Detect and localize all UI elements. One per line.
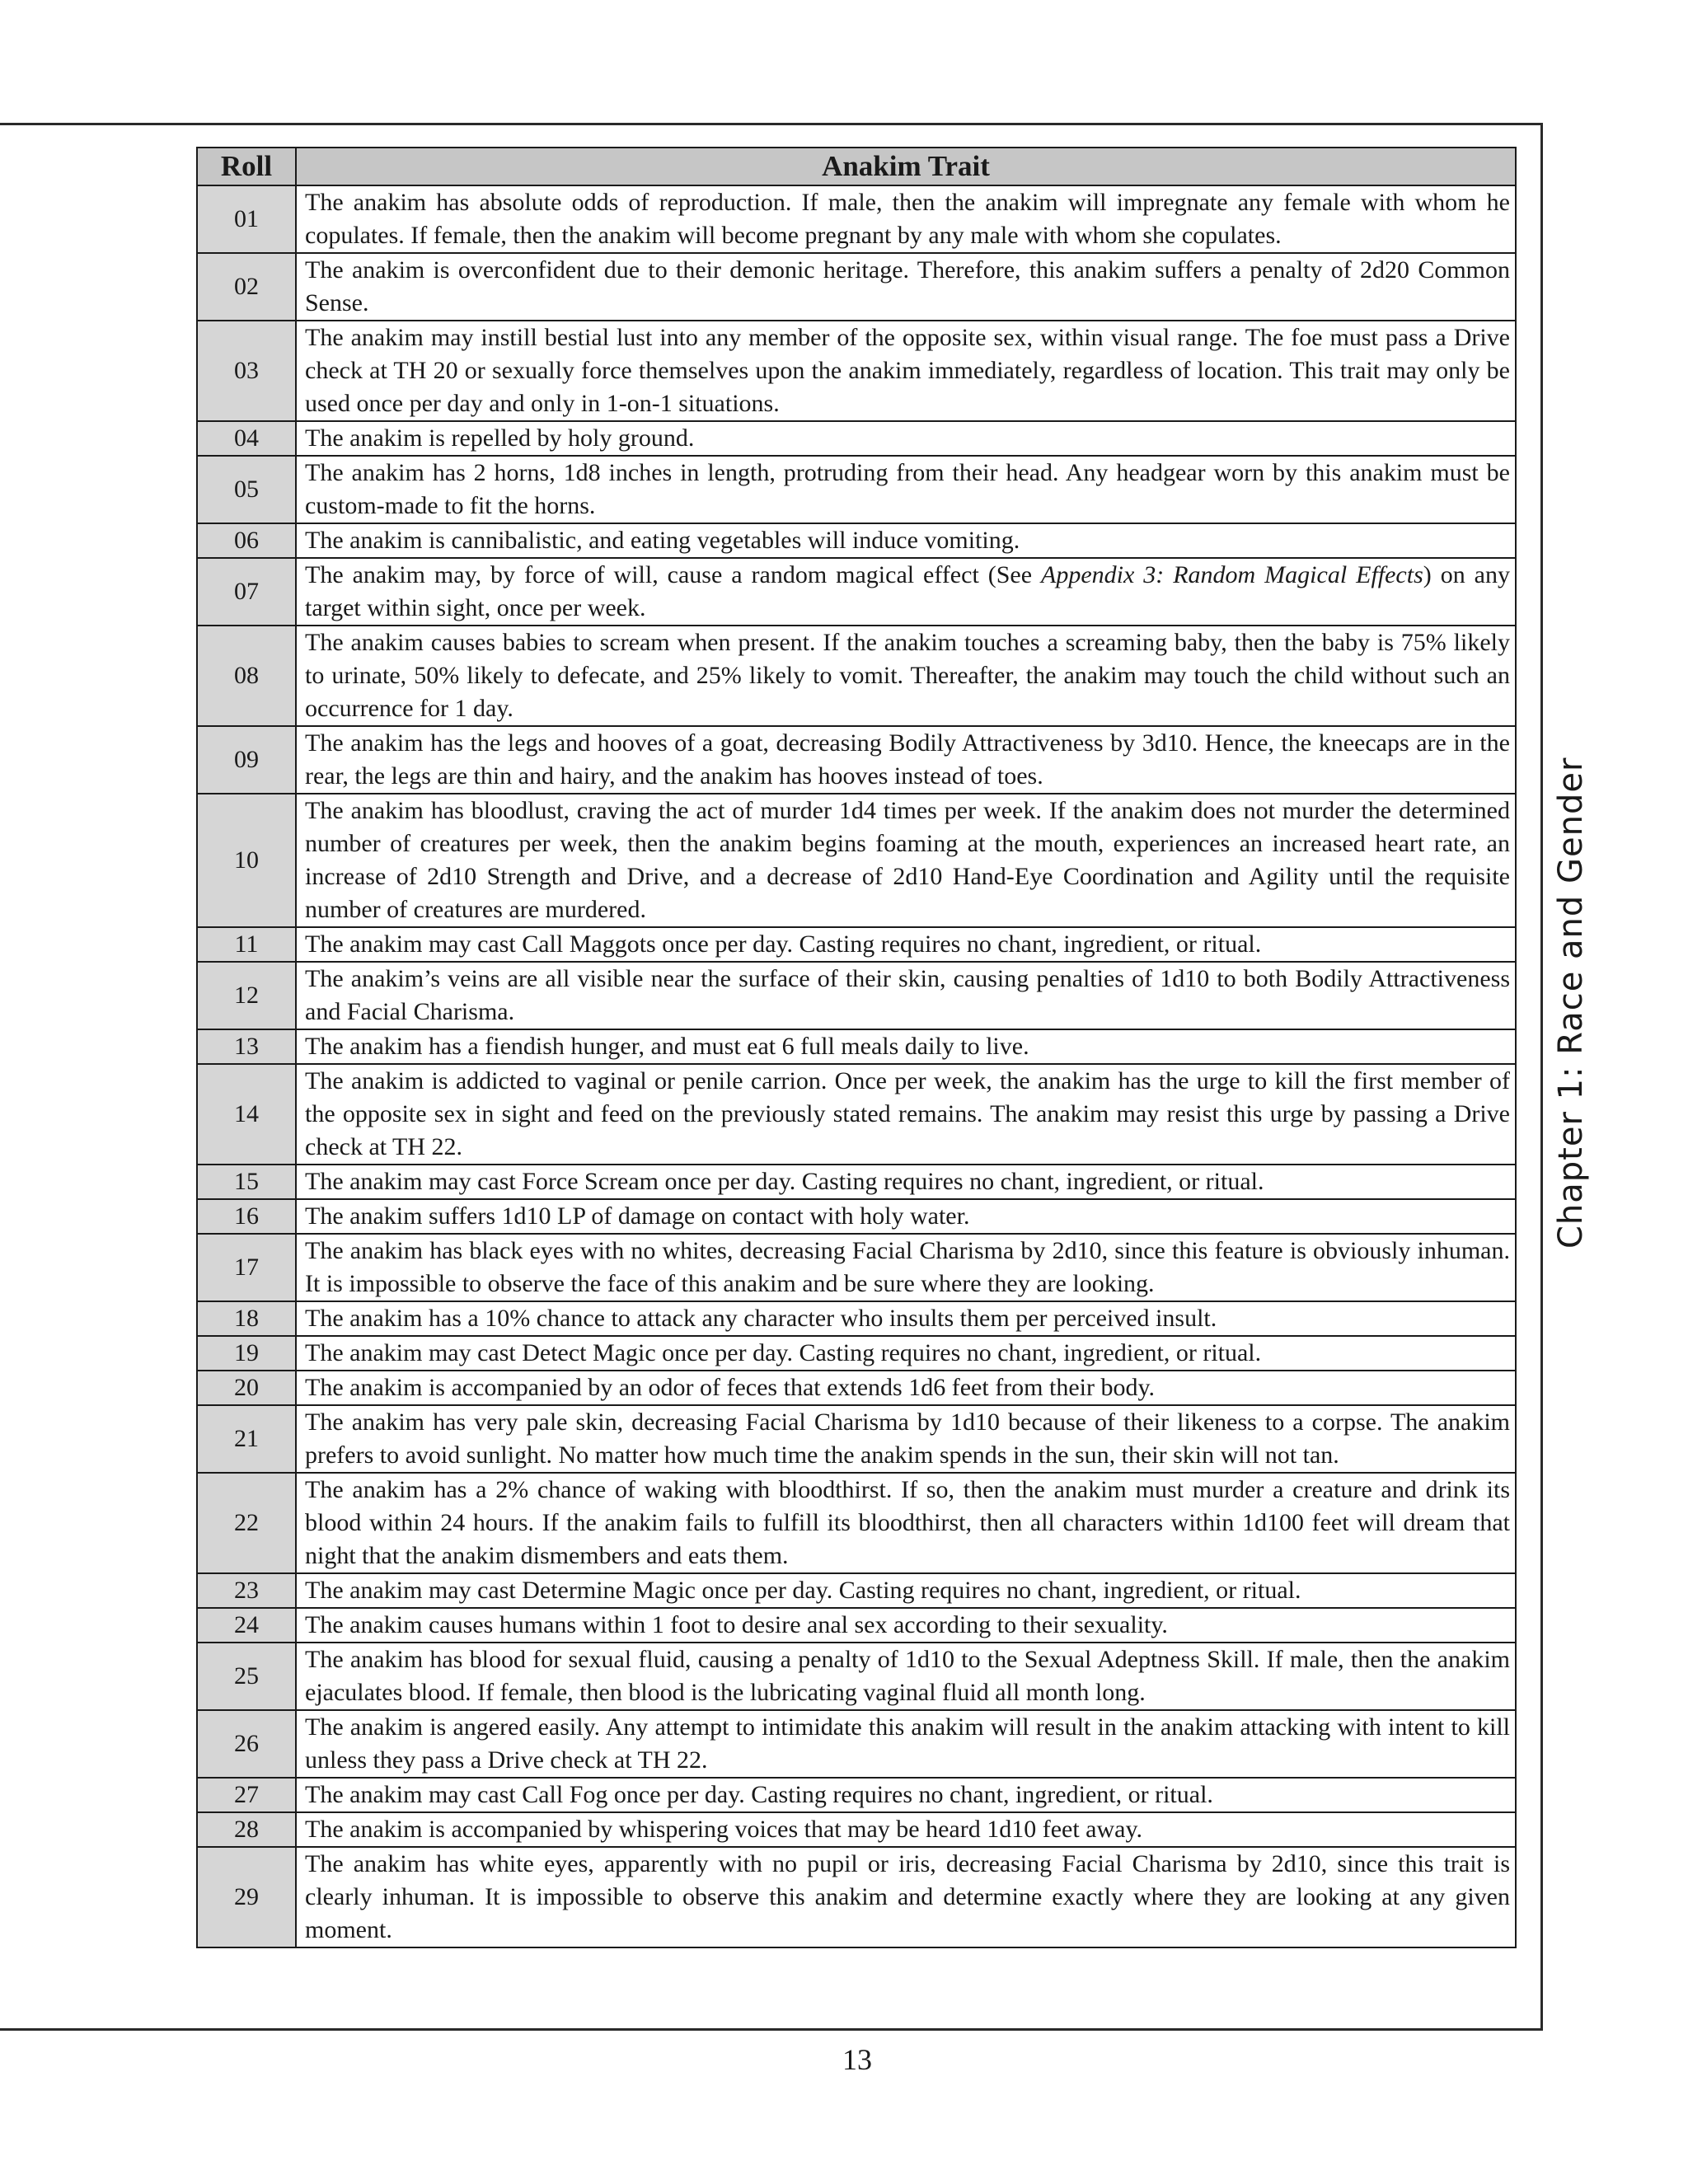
trait-cell: The anakim is addicted to vaginal or penile carrion. Once per week, the anakim has the urge to kill the first member of the opposite sex in sight and feed on the previously stated remains. The anakim may resist this urge by passing a Drive check at TH 22. [296,1064,1516,1165]
table-row [197,962,1516,1029]
table-row [197,1234,1516,1301]
table-row [197,1608,1516,1643]
trait-cell: The anakim has white eyes, apparently with no pupil or iris, decreasing Facial Charisma by 2d10, since this trait is clearly inhuman. It is impossible to observe this anakim and determine exactly where they are looking at any given moment. [296,1847,1516,1947]
trait-cell: The anakim is accompanied by an odor of feces that extends 1d6 feet from their body. [296,1371,1516,1405]
trait-cell: The anakim has the legs and hooves of a goat, decreasing Bodily Attractiveness by 3d10. Hence, the kneecaps are in the rear, the legs are thin and hairy, and the anakim has hooves instead of toes. [296,726,1516,794]
roll-cell: 27 [197,1778,296,1812]
roll-cell: 26 [197,1710,296,1778]
trait-text: The anakim may, by force of will, cause a random magical effect (See [305,561,1042,588]
table-row [197,523,1516,558]
table-row [197,185,1516,253]
page-frame-bottom [0,2028,1543,2031]
trait-cell: The anakim has a 10% chance to attack any character who insults them per perceived insult. [296,1301,1516,1336]
trait-cell: The anakim has 2 horns, 1d8 inches in length, protruding from their head. Any headgear worn by this anakim must be custom-made to fit the horns. [296,456,1516,523]
table-row [197,1778,1516,1812]
table-row [197,1473,1516,1573]
anakim-trait-table [196,147,1517,1948]
table-row [197,1199,1516,1234]
table-row [197,456,1516,523]
trait-cell: The anakim may cast Force Scream once per day. Casting requires no chant, ingredient, or ritual. [296,1165,1516,1199]
roll-cell: 15 [197,1165,296,1199]
roll-cell: 22 [197,1473,296,1573]
table-row [197,1336,1516,1371]
page-frame-top [0,123,1543,125]
table-row [197,1064,1516,1165]
appendix-reference: Appendix 3: Random Magical Effects [1041,561,1423,588]
trait-cell: The anakim has black eyes with no whites, decreasing Facial Charisma by 2d10, since this feature is obviously inhuman. It is impossible to observe the face of this anakim and be sure where they are looking. [296,1234,1516,1301]
roll-cell: 17 [197,1234,296,1301]
trait-text: ) on any target within sight, once per week. [305,561,1511,621]
trait-cell: The anakim is overconfident due to their demonic heritage. Therefore, this anakim suffers a penalty of 2d20 Common Sense. [296,253,1516,321]
roll-cell: 21 [197,1405,296,1473]
roll-cell: 01 [197,185,296,253]
trait-cell: The anakim has absolute odds of reproduction. If male, then the anakim will impregnate any female with whom he copulates. If female, then the anakim will become pregnant by any male with whom she copulates. [296,185,1516,253]
trait-cell: The anakim may cast Call Fog once per day. Casting requires no chant, ingredient, or ritual. [296,1778,1516,1812]
trait-cell: The anakim may cast Detect Magic once per day. Casting requires no chant, ingredient, or ritual. [296,1336,1516,1371]
trait-cell: The anakim is accompanied by whispering voices that may be heard 1d10 feet away. [296,1812,1516,1847]
trait-cell: The anakim may cast Call Maggots once per day. Casting requires no chant, ingredient, or ritual. [296,927,1516,962]
trait-cell: The anakim may instill bestial lust into any member of the opposite sex, within visual range. The foe must pass a Drive check at TH 20 or sexually force themselves upon the anakim immediately, regardless of location. This trait may only be used once per day and only in 1-on-1 situations. [296,321,1516,421]
trait-cell: The anakim’s veins are all visible near the surface of their skin, causing penalties of 1d10 to both Bodily Attractiveness and Facial Charisma. [296,962,1516,1029]
page-frame-right [1540,123,1543,2031]
table-row [197,321,1516,421]
roll-cell: 28 [197,1812,296,1847]
trait-cell: The anakim has blood for sexual fluid, causing a penalty of 1d10 to the Sexual Adeptness Skill. If male, then the anakim ejaculates blood. If female, then blood is the lubricating vaginal fluid all month long. [296,1643,1516,1710]
table-row [197,1371,1516,1405]
trait-column-header: Anakim Trait [296,148,1516,185]
roll-cell: 02 [197,253,296,321]
roll-cell: 08 [197,626,296,726]
roll-cell: 05 [197,456,296,523]
table-row [197,1710,1516,1778]
table-row [197,1029,1516,1064]
trait-cell: The anakim is repelled by holy ground. [296,421,1516,456]
roll-cell: 23 [197,1573,296,1608]
table-row [197,726,1516,794]
roll-cell: 25 [197,1643,296,1710]
roll-cell: 06 [197,523,296,558]
table-row [197,1301,1516,1336]
table-row [197,626,1516,726]
roll-cell: 12 [197,962,296,1029]
table-body [197,185,1516,1947]
table-row [197,794,1516,927]
trait-cell: The anakim causes babies to scream when present. If the anakim touches a screaming baby, then the baby is 75% likely to urinate, 50% likely to defecate, and 25% likely to vomit. Thereafter, the anakim may touch the child without such an occurrence for 1 day. [296,626,1516,726]
page-number: 13 [842,2043,872,2076]
roll-cell: 24 [197,1608,296,1643]
trait-cell: The anakim has very pale skin, decreasing Facial Charisma by 1d10 because of their likeness to a corpse. The anakim prefers to avoid sunlight. No matter how much time the anakim spends in the sun, their skin will not tan. [296,1405,1516,1473]
chapter-side-title: Chapter 1: Race and Gender [1552,757,1590,1249]
trait-cell: The anakim suffers 1d10 LP of damage on contact with holy water. [296,1199,1516,1234]
trait-cell: The anakim has a 2% chance of waking with bloodthirst. If so, then the anakim must murder a creature and drink its blood within 24 hours. If the anakim fails to fulfill its bloodthirst, then all characters within 1d100 feet will dream that night that the anakim dismembers and eats them. [296,1473,1516,1573]
table-header-row [197,148,1516,185]
roll-cell: 14 [197,1064,296,1165]
trait-cell: The anakim is angered easily. Any attempt to intimidate this anakim will result in the anakim attacking with intent to kill unless they pass a Drive check at TH 22. [296,1710,1516,1778]
anakim-trait-table-container [196,147,1517,1948]
roll-cell: 19 [197,1336,296,1371]
roll-cell: 29 [197,1847,296,1947]
roll-cell: 11 [197,927,296,962]
table-row [197,253,1516,321]
trait-cell: The anakim causes humans within 1 foot to desire anal sex according to their sexuality. [296,1608,1516,1643]
roll-cell: 13 [197,1029,296,1064]
roll-cell: 04 [197,421,296,456]
table-row [197,1573,1516,1608]
table-row [197,927,1516,962]
table-row [197,1847,1516,1947]
trait-cell: The anakim has a fiendish hunger, and must eat 6 full meals daily to live. [296,1029,1516,1064]
roll-cell: 16 [197,1199,296,1234]
roll-cell: 07 [197,558,296,626]
table-row [197,1643,1516,1710]
roll-column-header: Roll [197,148,296,185]
trait-cell [296,558,1516,626]
table-row [197,558,1516,626]
trait-cell: The anakim may cast Determine Magic once per day. Casting requires no chant, ingredient, or ritual. [296,1573,1516,1608]
trait-cell: The anakim is cannibalistic, and eating vegetables will induce vomiting. [296,523,1516,558]
table-row [197,1405,1516,1473]
trait-cell: The anakim has bloodlust, craving the act of murder 1d4 times per week. If the anakim does not murder the determined number of creatures per week, then the anakim begins foaming at the mouth, experiences an increased heart rate, an increase of 2d10 Strength and Drive, and a decrease of 2d10 Hand-Eye Coordination and Agility until the requisite number of creatures are murdered. [296,794,1516,927]
table-row [197,421,1516,456]
table-row [197,1165,1516,1199]
roll-cell: 03 [197,321,296,421]
roll-cell: 20 [197,1371,296,1405]
table-row [197,1812,1516,1847]
roll-cell: 18 [197,1301,296,1336]
roll-cell: 10 [197,794,296,927]
roll-cell: 09 [197,726,296,794]
